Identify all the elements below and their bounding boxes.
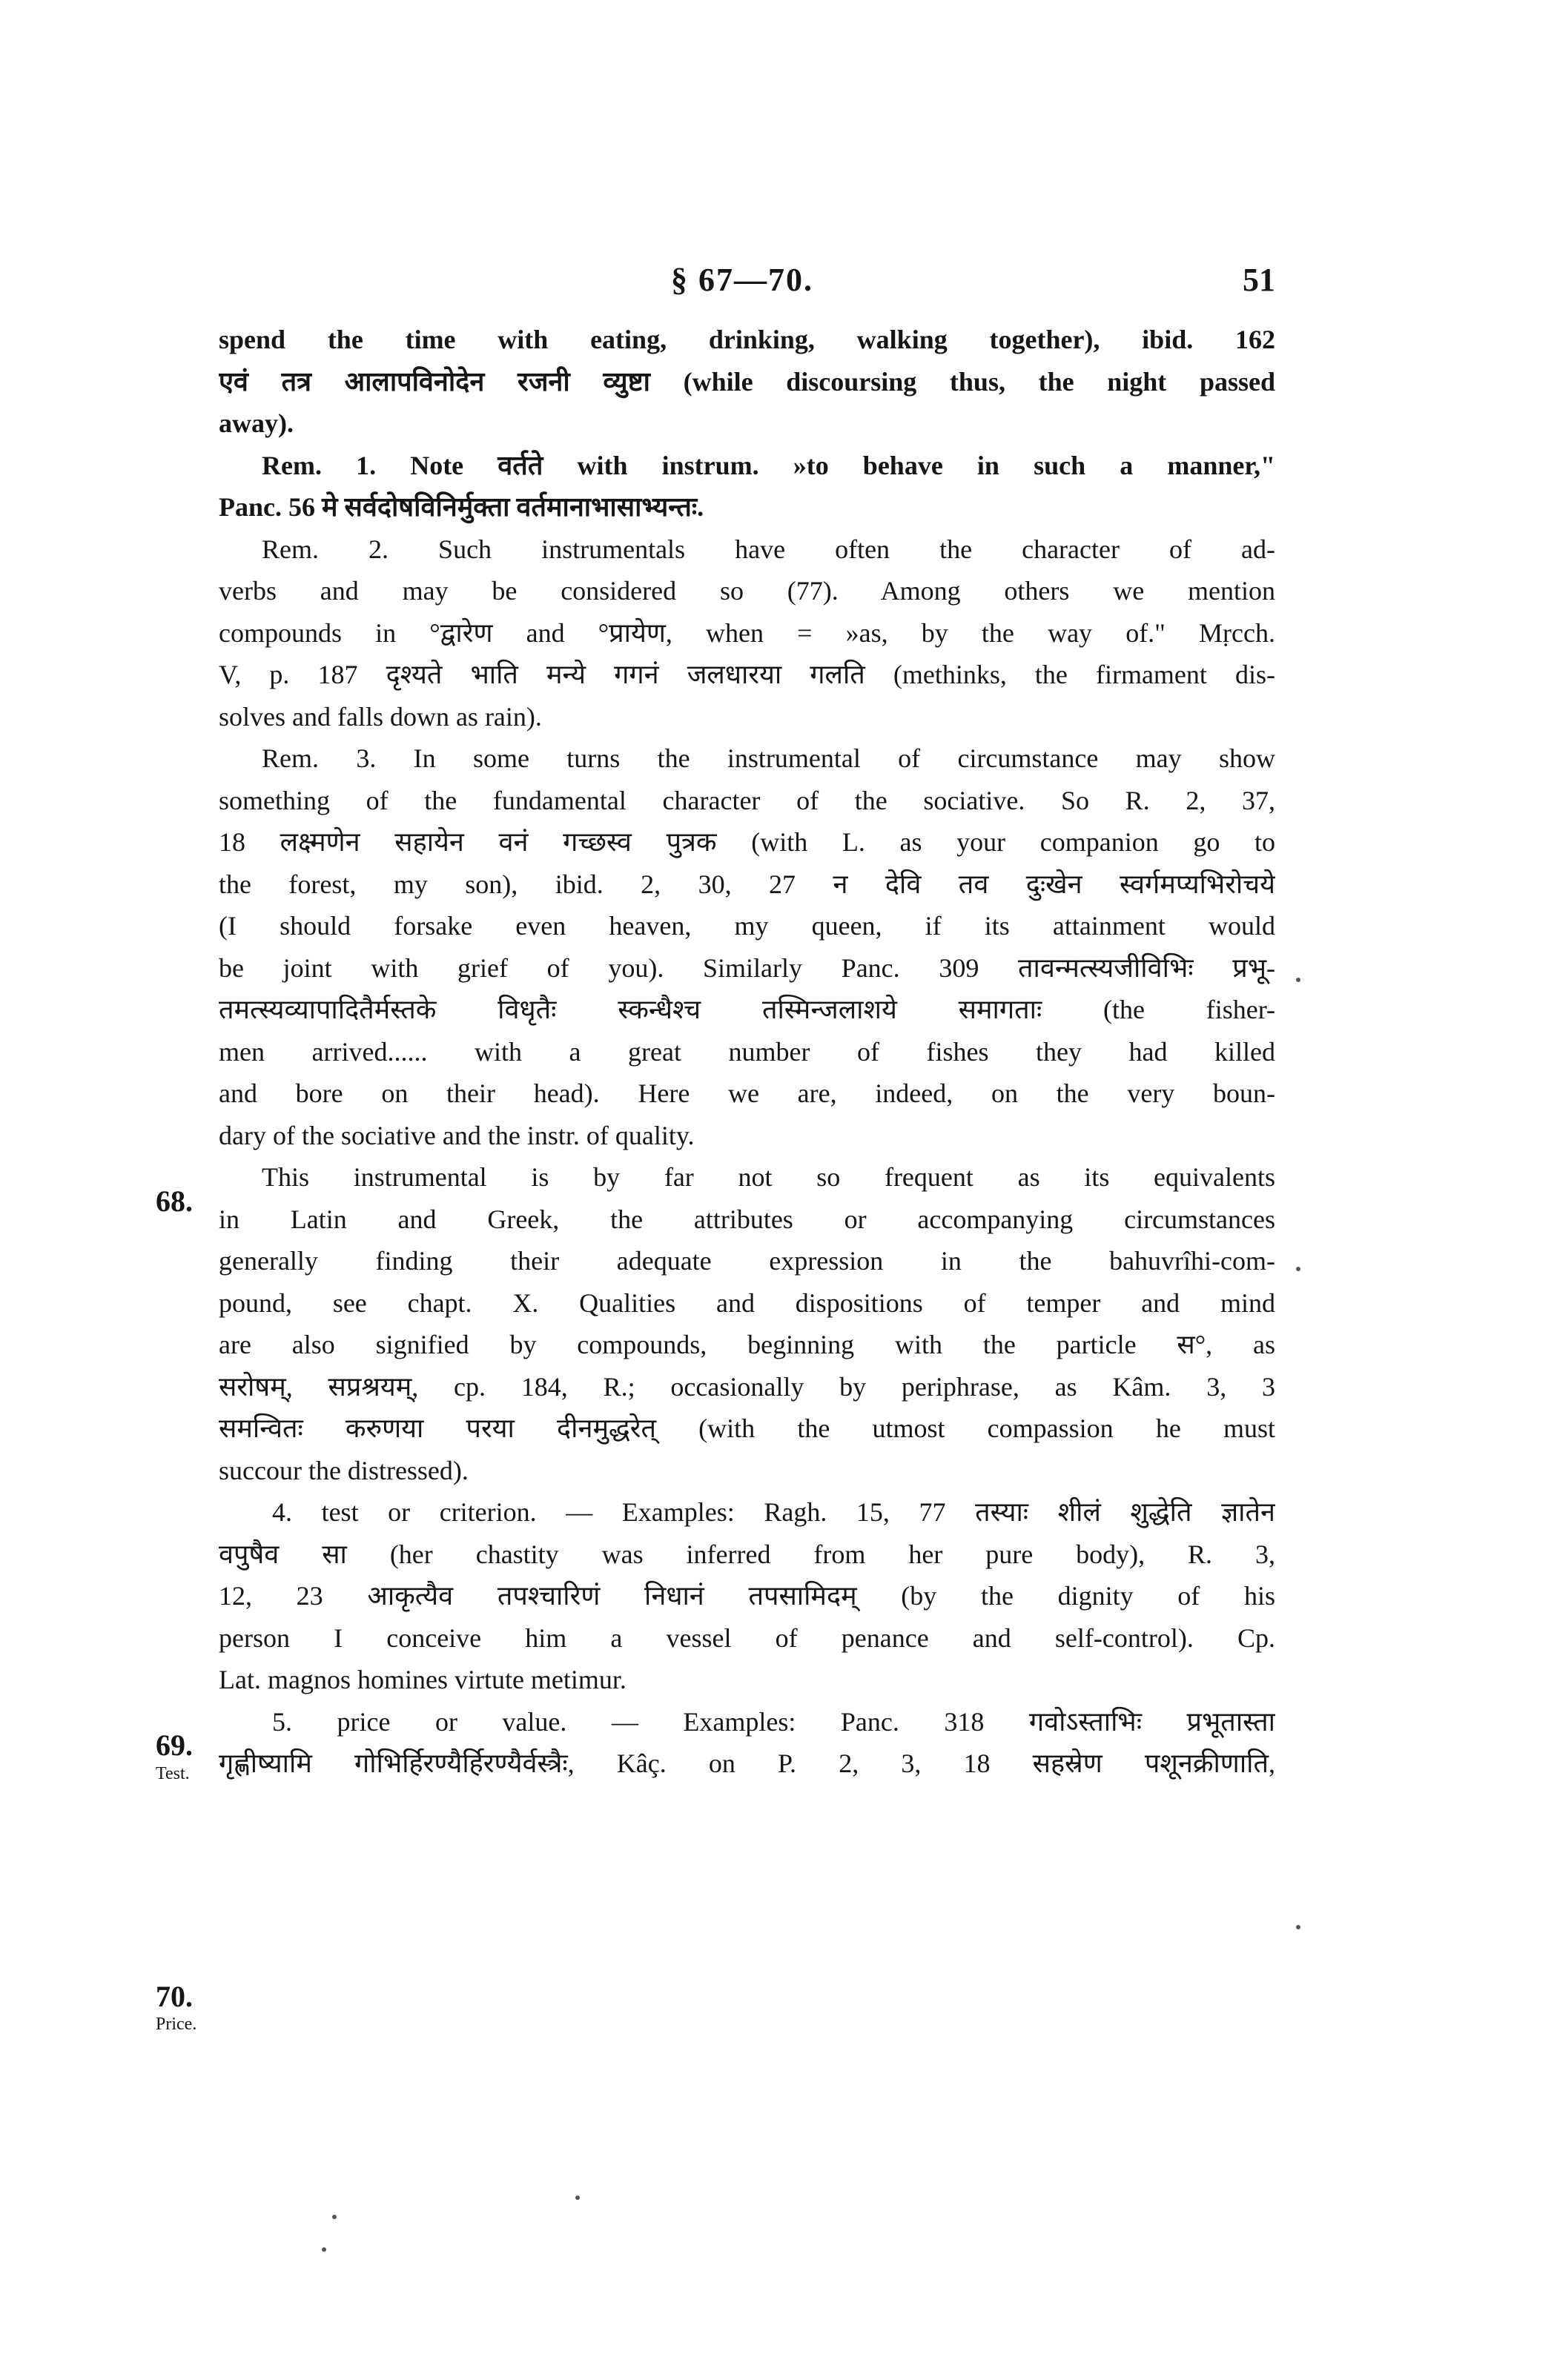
margin-label-price: Price. — [156, 2015, 197, 2034]
text-line: pound, see chapt. X. Qualities and dispositions of temper and mind — [219, 1287, 1275, 1318]
text-line: V, p. 187 दृश्यते भाति मन्ये गगनं जलधारया गलति (methinks, the firmament dis- — [219, 660, 1275, 689]
text-line: Lat. magnos homines virtute metimur. — [219, 1665, 627, 1694]
text-line: something of the fundamental character of the sociative. So R. 2, 37, — [219, 785, 1275, 815]
text-line: men arrived...... with a great number of fishes they had killed — [219, 1036, 1275, 1067]
text-line: and bore on their head). Here we are, indeed, on the very boun- — [219, 1078, 1275, 1108]
text-line: in Latin and Greek, the attributes or accompanying circumstances — [219, 1204, 1275, 1234]
text-line: succour the distressed). — [219, 1455, 469, 1485]
text-line: 12, 23 आकृत्यैव तपश्चारिणं निधानं तपसामिदम् (by the dignity of his — [219, 1581, 1275, 1611]
text-line: This instrumental is by far not so frequent as its equivalents — [262, 1162, 1275, 1192]
speck-mark — [322, 2247, 326, 2252]
text-line: तमत्स्यव्यापादितैर्मस्तके विधृतैः स्कन्धैश्च तस्मिन्जलाशये समागताः (the fisher- — [219, 995, 1275, 1024]
text-line: away). — [219, 408, 294, 438]
speck-mark — [1296, 978, 1300, 982]
text-line: 18 लक्ष्मणेन सहायेन वनं गच्छस्व पुत्रक (with L. as your companion go to — [219, 827, 1275, 857]
margin-number-69: 69. — [156, 1728, 193, 1762]
text-line: Rem. 1. Note वर्तते with instrum. »to behave in such a manner," — [262, 450, 1275, 480]
text-line: the forest, my son), ibid. 2, 30, 27 न देवि तव दुःखेन स्वर्गमप्यभिरोचये — [219, 869, 1275, 899]
text-line: dary of the sociative and the instr. of quality. — [219, 1120, 695, 1150]
speck-mark — [332, 2215, 337, 2219]
text-line: solves and falls down as rain). — [219, 701, 542, 732]
page-number: 51 — [1243, 262, 1275, 298]
text-line: सरोषम्, सप्रश्रयम्, cp. 184, R.; occasionally by periphrase, as Kâm. 3, 3 — [219, 1371, 1275, 1402]
text-line: are also signified by compounds, beginning with the particle स°, as — [219, 1330, 1275, 1359]
text-line: समन्वितः करुणया परया दीनमुद्धरेत् (with the utmost compassion he must — [219, 1413, 1275, 1443]
text-line: person I conceive him a vessel of penance and self-control). Cp. — [219, 1622, 1275, 1653]
speck-mark — [575, 2195, 580, 2200]
text-line: एवं तत्र आलापविनोदेन रजनी व्युष्टा (while discoursing thus, the night passed — [219, 366, 1275, 397]
speck-mark — [1296, 1267, 1300, 1271]
text-line: (I should forsake even heaven, my queen, if its attainment would — [219, 911, 1275, 941]
text-line: Rem. 2. Such instrumentals have often the character of ad- — [262, 534, 1275, 564]
text-line: compounds in °द्वारेण and °प्रायेण, when = »as, by the way of." Mṛcch. — [219, 617, 1275, 648]
text-line: verbs and may be considered so (77). Among others we mention — [219, 576, 1275, 606]
margin-number-70: 70. — [156, 1980, 193, 2013]
text-line: गृह्णीष्यामि गोभिर्हिरण्यैर्हिरण्यैर्वस्त्रैः, Kâç. on P. 2, 3, 18 सहस्रेण पशूनक्रीणाति, — [219, 1748, 1275, 1778]
text-line: generally finding their adequate expression in the bahuvrîhi-com- — [219, 1246, 1275, 1276]
running-header — [215, 261, 1275, 313]
section-reference: § 67—70. — [671, 262, 813, 298]
text-line: spend the time with eating, drinking, walking together), ibid. 162 — [219, 325, 1275, 354]
text-line: Panc. 56 मे सर्वदोषविनिर्मुक्ता वर्तमानाभासाभ्यन्तः. — [219, 492, 704, 522]
margin-number-68: 68. — [156, 1184, 193, 1218]
text-line: be joint with grief of you). Similarly Panc. 309 तावन्मत्स्यजीविभिः प्रभू- — [219, 952, 1275, 983]
text-line: Rem. 3. In some turns the instrumental of circumstance may show — [262, 743, 1275, 773]
speck-mark — [1296, 1925, 1300, 1929]
text-line: वपुषैव सा (her chastity was inferred from her pure body), R. 3, — [219, 1539, 1275, 1569]
text-line: 4. test or criterion. — Examples: Ragh. 15, 77 तस्याः शीलं शुद्धेति ज्ञातेन — [272, 1497, 1275, 1527]
text-line: 5. price or value. — Examples: Panc. 318 गवोऽस्ताभिः प्रभूतास्ता — [272, 1706, 1275, 1737]
body-text — [219, 319, 1275, 1785]
margin-label-test: Test. — [156, 1764, 190, 1783]
